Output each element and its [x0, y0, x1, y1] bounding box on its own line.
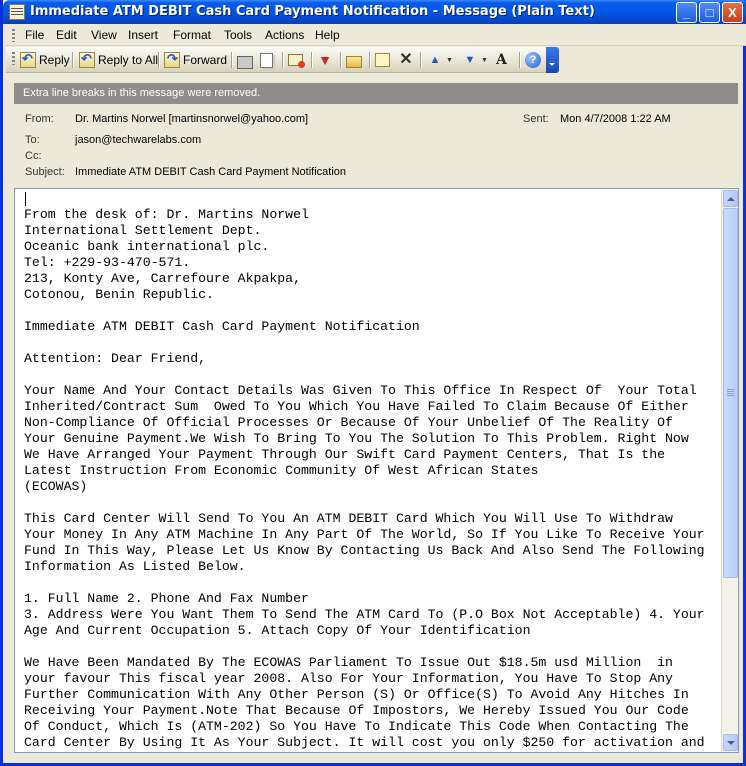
text-caret [25, 192, 26, 206]
subject-value: Immediate ATM DEBIT Cash Card Payment Notification [75, 166, 347, 178]
message-icon [9, 4, 25, 20]
toolbar-divider [72, 52, 73, 68]
scroll-up-icon[interactable] [723, 190, 738, 207]
mark-unread-button[interactable] [288, 50, 303, 70]
toolbar-divider [519, 52, 520, 68]
next-icon: ▼ [464, 54, 476, 66]
move-icon [375, 53, 390, 67]
message-body-text[interactable]: From the desk of: Dr. Martins Norwel International Settlement Dept. Oceanic bank international plc. Tel: +229-93-470-571. 213, Konty Ave, Carrefoure Akpakpa, Cotonou, Benin Republic. Immediate ATM DEBIT Cash Card Payment Notification Attention: Dear Friend, Your Name And Your Contact Details Was Given To This Office In Respect Of Your Total Inherited/Contract Sum Owed To You Which You Have Failed To Claim Because Of Either Non-Compliance Of Official Processes Or Because Of Your Unbelief Of The Reality Of Your Genuine Payment.We Wish To Bring To You The Solution To This Problem. Right Now We Have Arranged Your Payment Through Our Swift Card Payment Centers, That Is the Latest Instruction From Economic Community Of West African States (ECOWAS) This Card Center Will Send To You An ATM DEBIT Card Which You Will Use To Withdraw Your Money In Any ATM Machine In Any Part Of The World, So If You Like To Receive Your Fund In This Way, Please Let Us Know By Contacting Us Back And Also Send The Following Information As Listed Below. 1. Full Name 2. Phone And Fax Number 3. Address Were You Want Them To Send The ATM Card To (P.O Box Not Acceptable) 4. Your Age And Current Occupation 5. Attach Copy Of Your Identification We Have Been Mandated By The ECOWAS Parliament To Issue Out $18.5m usd Million in your favour This fiscal year 2008. Also For Your Information, You Have To Stop Any Further Communication With Any Other Person (S) Or Office(S) To Avoid Any Hitches In Receiving Your Payment.Note That Because Of Impostors, We Hereby Issued You Our Code Of Conduct, Which Is (ATM-202) So You Have To Indicate This Code When Contacting The Card Center By Using It As Your Subject. It will cost you only $250 for activation and [24, 207, 705, 750]
menu-insert[interactable]: Insert [128, 28, 159, 42]
message-body-pane[interactable] [14, 188, 739, 753]
scroll-down-icon[interactable] [723, 734, 738, 751]
menu-format[interactable]: Format [173, 28, 212, 42]
move-button[interactable] [375, 50, 390, 70]
close-button[interactable]: X [722, 2, 743, 23]
sent-label: Sent: [523, 113, 549, 125]
previous-icon: ▲ [429, 54, 441, 66]
menu-edit[interactable]: Edit [56, 28, 77, 42]
dropdown-arrow-icon: ▼ [446, 56, 453, 64]
folder-button[interactable] [346, 50, 362, 70]
reply-all-icon [79, 52, 95, 68]
print-button[interactable] [237, 50, 253, 70]
toolbar-divider [231, 52, 232, 68]
subject-label: Subject: [25, 166, 65, 178]
toolbar-divider [420, 52, 421, 68]
next-item-button[interactable] [462, 50, 488, 70]
maximize-button[interactable]: □ [699, 2, 720, 23]
menu-actions[interactable]: Actions [265, 28, 305, 42]
font-size-icon: A [496, 52, 507, 68]
info-banner[interactable]: Extra line breaks in this message were removed. [14, 83, 738, 104]
menu-tools[interactable]: Tools [224, 28, 253, 42]
to-value[interactable]: jason@techwarelabs.com [75, 134, 202, 146]
menu-bar [6, 24, 746, 46]
reply-label: Reply [39, 53, 70, 67]
reply-button[interactable] [20, 50, 70, 70]
menu-help[interactable]: Help [315, 28, 340, 42]
toolbar-divider [282, 52, 283, 68]
toolbar-grip-icon[interactable] [12, 52, 15, 65]
from-label: From: [25, 113, 54, 125]
print-icon [237, 56, 253, 69]
toolbar-options-button[interactable] [546, 47, 559, 73]
previous-item-button[interactable] [427, 50, 453, 70]
copy-button[interactable] [260, 50, 273, 70]
toolbar-divider [311, 52, 312, 68]
delete-button[interactable] [398, 50, 414, 70]
to-label: To: [25, 134, 40, 146]
copy-icon [260, 53, 273, 68]
folder-icon [346, 56, 362, 68]
menu-file[interactable]: File [25, 28, 45, 42]
font-size-button[interactable] [496, 50, 512, 70]
scroll-thumb[interactable] [723, 208, 738, 578]
toolbar-divider [158, 52, 159, 68]
from-value[interactable]: Dr. Martins Norwel [martinsnorwel@yahoo.com] [75, 113, 309, 125]
mark-icon [288, 54, 303, 66]
vertical-scrollbar[interactable] [721, 189, 738, 752]
help-icon: ? [525, 52, 541, 68]
window-title: Immediate ATM DEBIT Cash Card Payment Notification - Message (Plain Text) [30, 4, 595, 19]
reply-icon [20, 52, 36, 68]
toolbar-divider [369, 52, 370, 68]
toolbar-divider [340, 52, 341, 68]
help-button[interactable] [525, 50, 541, 70]
forward-button[interactable] [164, 50, 227, 70]
forward-label: Forward [183, 53, 228, 67]
menu-view[interactable]: View [91, 28, 117, 42]
minimize-button[interactable]: _ [676, 2, 697, 23]
flag-icon: ▼ [318, 52, 332, 68]
flag-button[interactable] [317, 50, 333, 70]
sent-value: Mon 4/7/2008 1:22 AM [560, 113, 671, 125]
title-bar[interactable] [3, 0, 746, 24]
standard-toolbar [6, 47, 559, 73]
dropdown-arrow-icon: ▼ [481, 56, 488, 64]
forward-icon [164, 52, 180, 68]
reply-all-button[interactable] [79, 50, 158, 70]
cc-label: Cc: [25, 150, 42, 162]
delete-icon: ✕ [399, 51, 413, 68]
reply-all-label: Reply to All [98, 53, 159, 67]
menu-grip-icon[interactable] [12, 29, 15, 42]
